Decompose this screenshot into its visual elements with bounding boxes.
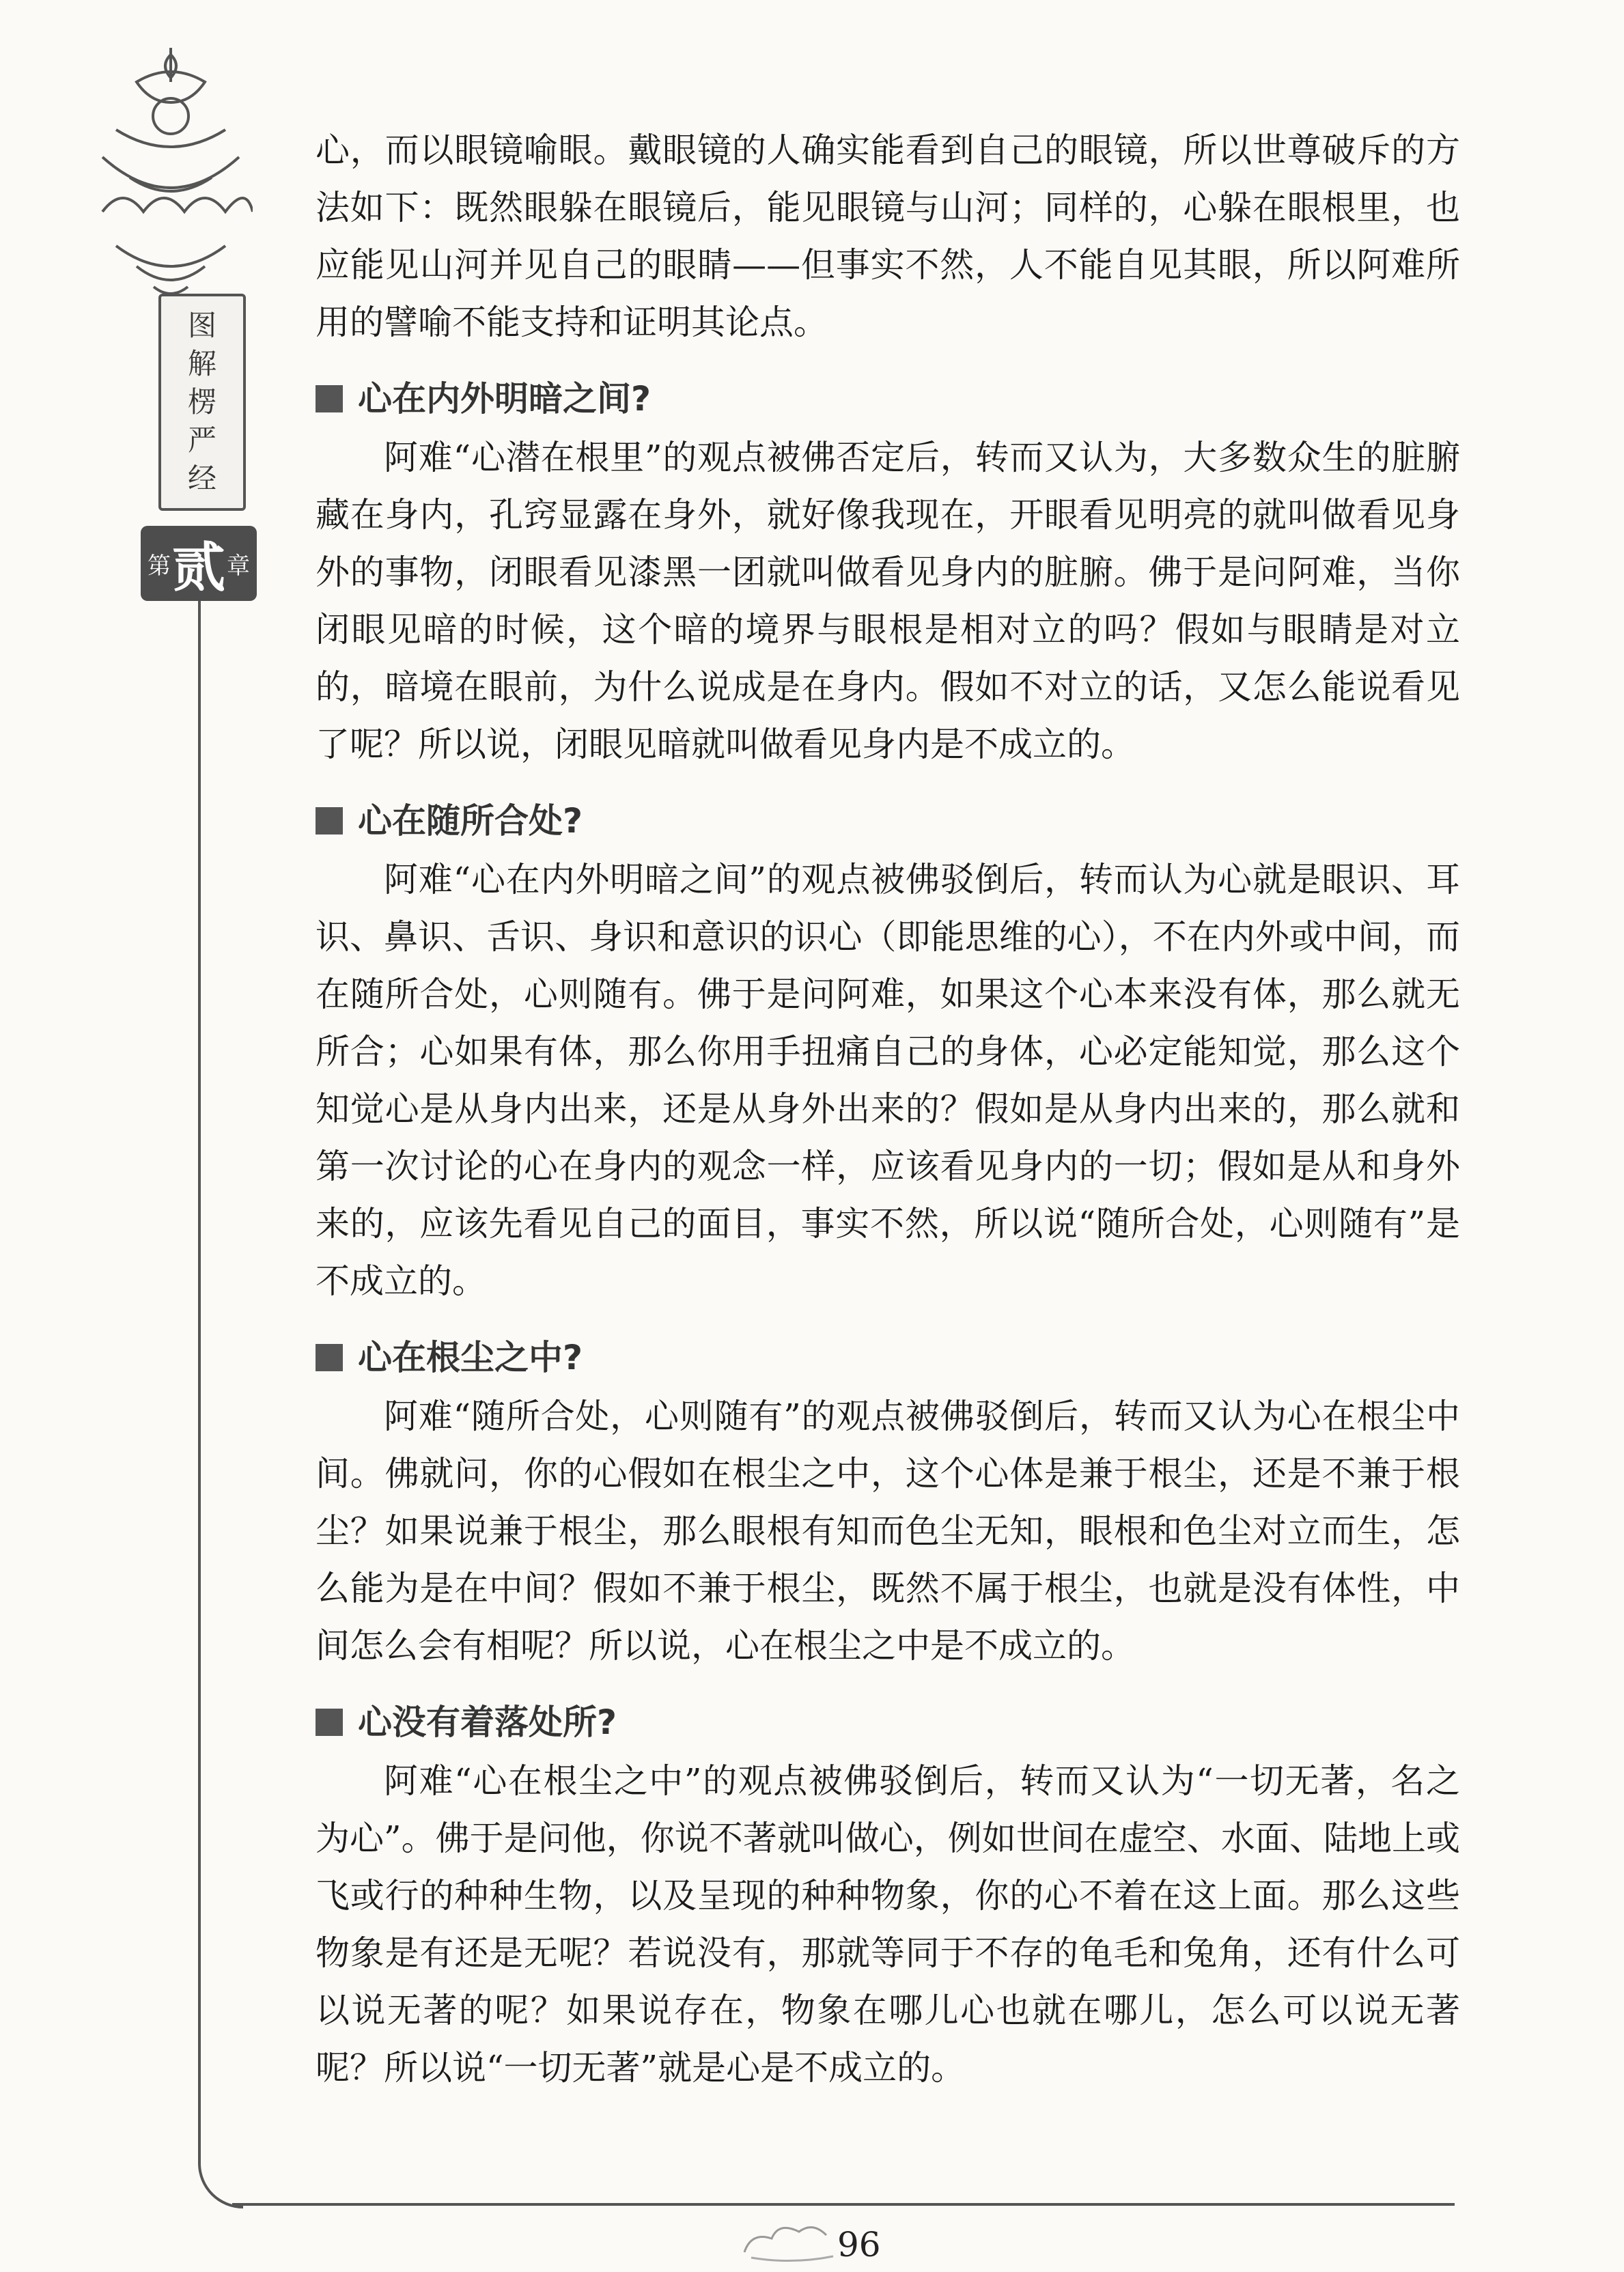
section-heading [316, 791, 1460, 851]
section-heading-text: 心在内外明暗之间? [358, 379, 652, 419]
section-paragraph: 阿难“心在根尘之中”的观点被佛驳倒后，转而又认为“一切无著，名之为心”。佛于是问他，你说不著就叫做心，例如世间在虚空、水面、陆地上或飞或行的种种生物，以及呈现的种种物象，你的心不着在这上面。那么这些物象是有还是无呢？若说没有，那就等同于不存的龟毛和兔角，还有什么可以说无著的呢？如果说存在，物象在哪儿心也就在哪儿，怎么可以说无著呢？所以说“一切无著”就是心是不成立的。 [316, 1761, 1460, 2088]
chapter-badge [141, 526, 257, 601]
square-bullet-icon [316, 1709, 343, 1736]
book-title-char: 楞 [187, 385, 216, 419]
book-title-char: 经 [187, 462, 216, 495]
square-bullet-icon [316, 1344, 343, 1371]
main-text [316, 122, 1460, 2096]
cloud-ornament-icon [731, 2218, 936, 2266]
section-heading-text: 心没有着落处所? [358, 1702, 617, 1742]
square-bullet-icon [316, 385, 343, 412]
book-title-vertical-label [158, 294, 246, 511]
section-paragraph: 阿难“心在内外明暗之间”的观点被佛驳倒后，转而认为心就是眼识、耳识、鼻识、舌识、身识和意识的识心（即能思维的心），不在内外或中间，而在随所合处，心则随有。佛于是问阿难，如果这个心本来没有体，那么就无所合；心如果有体，那么你用手扭痛自己的身体，心必定能知觉，那么这个知觉心是从身内出来，还是从身外出来的？假如是从身内出来的，那么就和第一次讨论的心在身内的观念一样，应该看见身内的一切；假如是从和身外来的，应该先看见自己的面目，事实不然，所以说“随所合处，心则随有”是不成立的。 [316, 860, 1460, 1301]
left-border-rail [198, 601, 243, 2208]
section-heading [316, 369, 1460, 429]
book-title-char: 严 [187, 423, 216, 457]
section-heading-text: 心在随所合处? [358, 801, 583, 841]
book-title-char: 解 [187, 347, 216, 380]
chapter-prefix: 第 [147, 552, 171, 580]
section-paragraph: 阿难“随所合处，心则随有”的观点被佛驳倒后，转而又认为心在根尘中间。佛就问，你的心假如在根尘之中，这个心体是兼于根尘，还是不兼于根尘？如果说兼于根尘，那么眼根有知而色尘无知，眼根和色尘对立而生，怎么能为是在中间？假如不兼于根尘，既然不属于根尘，也就是没有体性，中间怎么会有相呢？所以说，心在根尘之中是不成立的。 [316, 1397, 1460, 1666]
intro-paragraph: 心，而以眼镜喻眼。戴眼镜的人确实能看到自己的眼镜，所以世尊破斥的方法如下：既然眼躲在眼镜后，能见眼镜与山河；同样的，心躲在眼根里，也应能见山河并见自己的眼睛——但事实不然，人不能自见其眼，所以阿难所用的譬喻不能支持和证明其论点。 [316, 130, 1460, 342]
section-heading [316, 1692, 1460, 1752]
square-bullet-icon [316, 807, 343, 835]
section-heading [316, 1328, 1460, 1388]
section-paragraph: 阿难“心潜在根里”的观点被佛否定后，转而又认为，大多数众生的脏腑藏在身内，孔窍显露在身外，就好像我现在，开眼看见明亮的就叫做看见身外的事物，闭眼看见漆黑一团就叫做看见身内的脏腑。佛于是问阿难，当你闭眼见暗的时候，这个暗的境界与眼根是相对立的吗？假如与眼睛是对立的，暗境在眼前，为什么说成是在身内。假如不对立的话，又怎么能说看见了呢？所以说，闭眼见暗就叫做看见身内是不成立的。 [316, 438, 1460, 764]
book-title-char: 图 [187, 309, 216, 342]
chapter-number: 贰 [171, 537, 225, 599]
chapter-suffix: 章 [227, 552, 250, 580]
page-number: 96 [837, 2225, 881, 2264]
bottom-rule [232, 2203, 1455, 2206]
section-heading-text: 心在根尘之中? [358, 1338, 583, 1377]
